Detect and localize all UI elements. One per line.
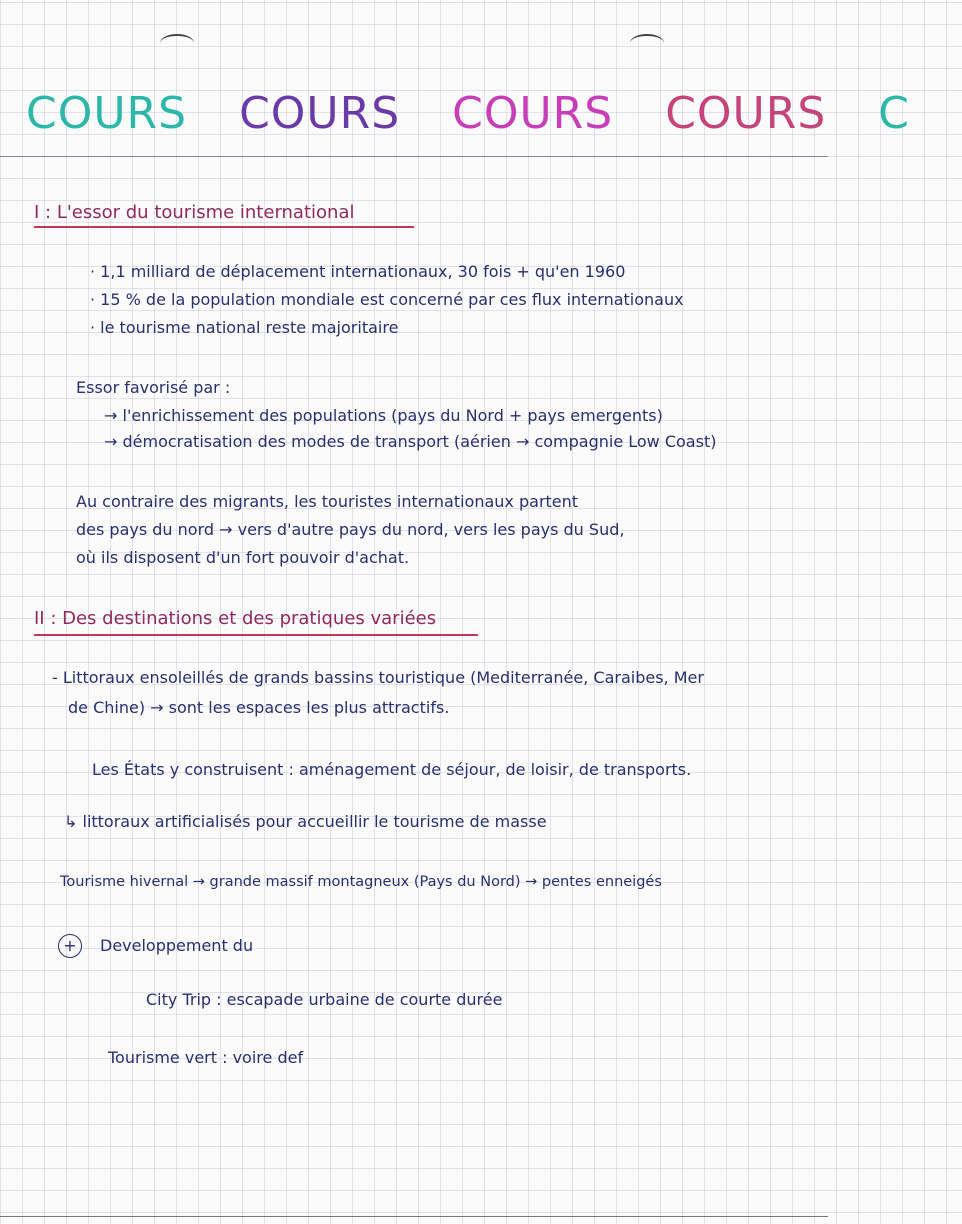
hivernal-line: Tourisme hivernal → grande massif montagneux (Pays du Nord) → pentes enneigés (60, 874, 662, 890)
paragraph-line-3: où ils disposent d'un fort pouvoir d'achat. (76, 548, 410, 567)
etats-line: Les États y construisent : aménagement de séjour, de loisir, de transports. (92, 760, 692, 779)
section1-bullet-1: · 1,1 milliard de déplacement internationaux, 30 fois + qu'en 1960 (90, 262, 626, 281)
header-word-2: COURS (239, 88, 401, 139)
section1-title: I : L'essor du tourisme international (34, 202, 355, 223)
littoral-line-1: - Littoraux ensoleillés de grands bassins touristique (Mediterranée, Caraibes, Mer (52, 668, 704, 687)
cours-header (26, 88, 910, 139)
section1-title-underline (34, 226, 414, 228)
section1-bullet-2: · 15 % de la population mondiale est concerné par ces flux internationaux (90, 290, 684, 309)
header-word-3: COURS (452, 88, 614, 139)
section1-bullet-3: · le tourisme national reste majoritaire (90, 318, 399, 337)
developpement-line: Developpement du (100, 936, 254, 955)
factor-2: → démocratisation des modes de transport (aérien → compagnie Low Coast) (104, 432, 717, 451)
section2-title-underline (34, 634, 478, 636)
littoral-line-2: de Chine) → sont les espaces les plus attractifs. (68, 698, 450, 717)
header-word-5: C (878, 88, 910, 139)
page-bottom-edge (0, 1216, 828, 1217)
city-trip-line: City Trip : escapade urbaine de courte durée (146, 990, 503, 1009)
header-word-4: COURS (665, 88, 827, 139)
binder-hole-right (630, 34, 664, 52)
factor-1: → l'enrichissement des populations (pays du Nord + pays emergents) (104, 406, 663, 425)
header-word-1: COURS (26, 88, 188, 139)
plus-circle-icon: + (58, 934, 82, 958)
paragraph-line-1: Au contraire des migrants, les touristes internationaux partent (76, 492, 579, 511)
paragraph-line-2: des pays du nord → vers d'autre pays du nord, vers les pays du Sud, (76, 520, 625, 539)
section2-title: II : Des destinations et des pratiques variées (34, 608, 437, 629)
header-divider (0, 156, 828, 157)
artificialises-line: ↳ littoraux artificialisés pour accueillir le tourisme de masse (64, 812, 547, 831)
factors-heading: Essor favorisé par : (76, 378, 231, 397)
binder-hole-left (160, 34, 194, 52)
tourisme-vert-line: Tourisme vert : voire def (108, 1048, 304, 1067)
